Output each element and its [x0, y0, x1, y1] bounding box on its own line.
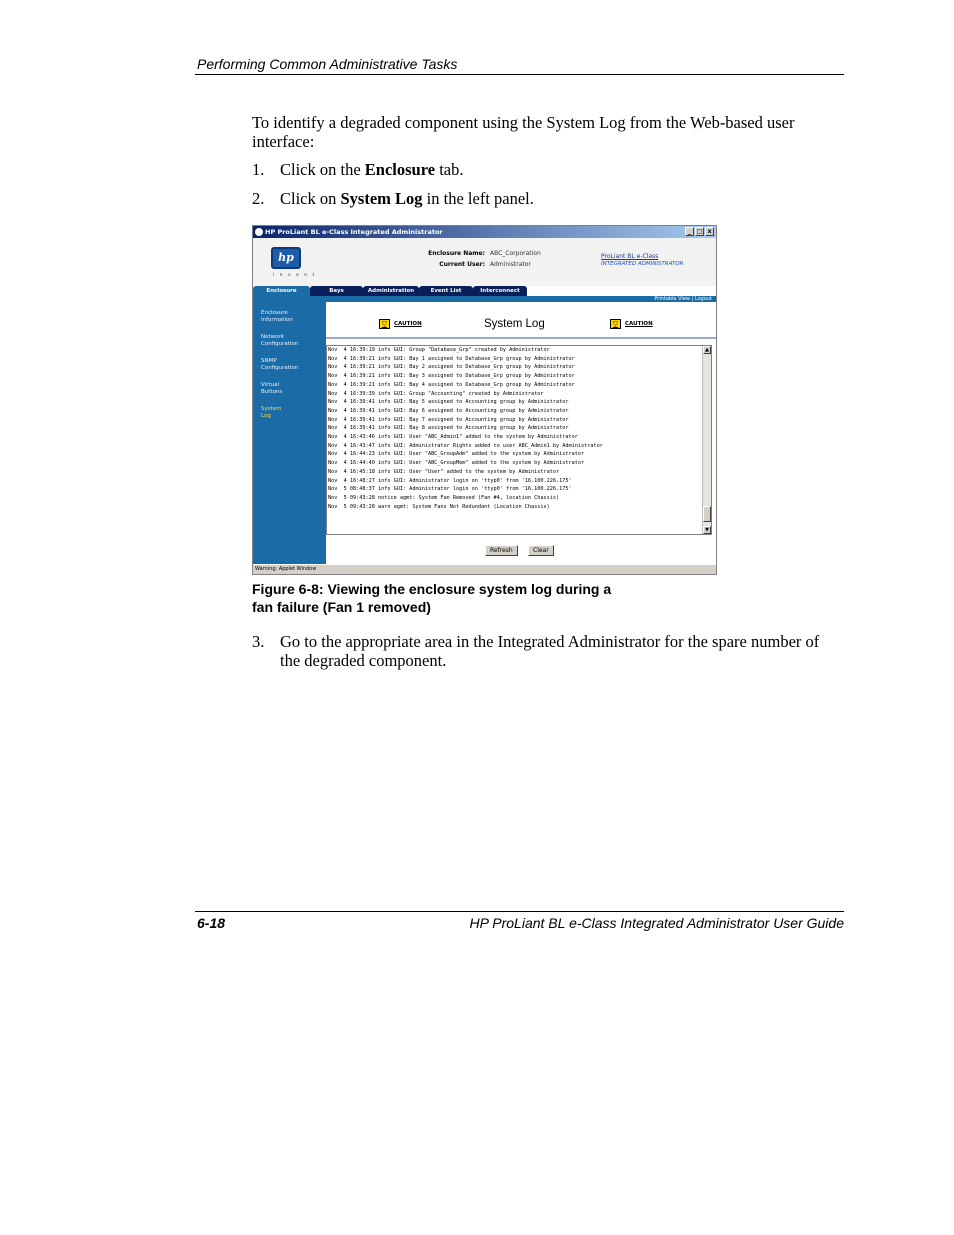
system-log-textarea[interactable] — [326, 345, 712, 535]
maximize-button[interactable]: □ — [696, 228, 703, 235]
step-2 — [252, 189, 832, 208]
sidebar-item-virtual-buttons[interactable]: Virtual Buttons — [261, 382, 283, 395]
log-line: Nov 5 08:48:37 info GUI: Administrator login on 'ttyp0' from '16.100.226.175' — [328, 486, 572, 493]
current-user-label: Current User: — [439, 261, 485, 268]
log-line: Nov 4 16:39:21 info GUI: Bay 1 assigned to Database_Grp group by Administrator — [328, 355, 575, 362]
window-titlebar — [253, 226, 716, 238]
tab-enclosure[interactable]: Enclosure — [253, 286, 310, 296]
enclosure-name-value: ABC_Corporation — [490, 250, 541, 257]
browser-icon — [255, 228, 263, 236]
logo-tagline: i n v e n t — [273, 273, 317, 278]
log-line: Nov 4 16:39:41 info GUI: Bay 7 assigned to Accounting group by Administrator — [328, 416, 569, 423]
tab-interconnect[interactable]: Interconnect — [473, 286, 527, 296]
sidebar-item-network-configuration[interactable]: Network Configuration — [261, 334, 299, 347]
caution-right — [610, 319, 653, 329]
step-text: Click on — [280, 189, 341, 208]
intro-paragraph: To identify a degraded component using the System Log from the Web-based user interface: — [252, 113, 795, 151]
log-line: Nov 4 16:48:27 info GUI: Administrator login on 'ttyp0' from '16.100.226.175' — [328, 477, 572, 484]
log-line: Nov 5 09:43:28 warn agmt: System Fans Not Redundant (Location Chassis) — [328, 503, 550, 510]
caution-left — [379, 319, 422, 329]
footer-title: HP ProLiant BL e-Class Integrated Administrator User Guide — [469, 915, 844, 931]
step-number: 2. — [252, 189, 265, 208]
step-1 — [252, 160, 832, 179]
sidebar-item-snmp-configuration[interactable]: SNMP Configuration — [261, 358, 299, 371]
caption-line-2: fan failure (Fan 1 removed) — [252, 599, 431, 615]
brand-line-1: ProLiant BL e-Class — [601, 253, 659, 260]
clear-button[interactable]: Clear — [528, 545, 554, 556]
running-head: Performing Common Administrative Tasks — [197, 56, 458, 72]
hp-logo-icon: hp — [271, 247, 301, 269]
page-number: 6-18 — [197, 915, 226, 931]
step-bold: Enclosure — [364, 160, 436, 179]
log-line: Nov 4 16:43:47 info GUI: Administrator Rights added to user ABC_Admin1 by Administrator — [328, 442, 603, 449]
log-scrollbar[interactable] — [702, 346, 711, 534]
log-line: Nov 4 16:39:19 info GUI: Group "Database_Grp" created by Administrator — [328, 347, 550, 353]
sidebar — [253, 302, 326, 564]
step-text-end: tab. — [435, 160, 464, 179]
scroll-down-arrow-icon[interactable]: ▼ — [703, 526, 711, 534]
log-line: Nov 4 16:39:41 info GUI: Bay 8 assigned to Accounting group by Administrator — [328, 425, 569, 432]
sidebar-item-enclosure-information[interactable]: Enclosure Information — [261, 310, 293, 323]
tab-bar — [253, 286, 716, 296]
log-line: Nov 5 09:43:28 notice agmt: System Fan Removed (Fan #4, location Chassis) — [328, 494, 560, 501]
page-title: System Log — [484, 318, 545, 330]
status-bar: Warning: Applet Window — [253, 564, 716, 574]
step-bold: System Log — [340, 189, 423, 208]
log-line: Nov 4 16:39:21 info GUI: Bay 2 assigned to Database_Grp group by Administrator — [328, 364, 575, 371]
screenshot-window — [252, 225, 717, 575]
title-rule — [326, 337, 716, 339]
window-title: HP ProLiant BL e-Class Integrated Administrator — [265, 228, 443, 236]
tab-administration[interactable]: Administration — [363, 286, 419, 296]
log-line: Nov 4 16:45:18 info GUI: User "User" added to the system by Administrator — [328, 468, 560, 475]
header-rule — [195, 74, 844, 75]
warning-icon: ▽ — [379, 319, 390, 329]
log-line: Nov 4 16:39:41 info GUI: Bay 5 assigned to Accounting group by Administrator — [328, 399, 569, 406]
refresh-button[interactable]: Refresh — [485, 545, 518, 556]
step-3 — [252, 632, 832, 670]
minimize-button[interactable]: _ — [685, 227, 694, 236]
step-text-end: in the left panel. — [422, 189, 534, 208]
brand-line-2: INTEGRATED ADMINISTRATOR — [601, 261, 684, 267]
scroll-thumb[interactable] — [703, 506, 711, 522]
warning-icon: ▽ — [610, 319, 621, 329]
sidebar-item-system-log[interactable]: System Log — [261, 406, 282, 419]
log-line: Nov 4 16:39:21 info GUI: Bay 4 assigned to Database_Grp group by Administrator — [328, 381, 575, 388]
log-line: Nov 4 16:44:40 info GUI: User "ABC_GroupMem" added to the system by Administrator — [328, 460, 585, 467]
log-line: Nov 4 16:44:23 info GUI: User "ABC_GroupAdm" added to the system by Administrator — [328, 451, 585, 458]
caution-label[interactable]: CAUTION — [394, 321, 422, 327]
current-user-value: Administrator — [490, 261, 531, 268]
log-line: Nov 4 16:39:41 info GUI: Bay 6 assigned to Accounting group by Administrator — [328, 407, 569, 414]
step-text: Go to the appropriate area in the Integrated Administrator for the spare number of the degraded component. — [280, 632, 820, 670]
figure-caption — [252, 580, 611, 616]
enclosure-name-label: Enclosure Name: — [428, 250, 485, 257]
main-panel — [326, 302, 716, 564]
printable-view-logout-links[interactable]: Printable View | Logout — [654, 296, 712, 302]
caption-line-1: Figure 6-8: Viewing the enclosure system log during a — [252, 581, 612, 597]
scroll-up-arrow-icon[interactable]: ▲ — [703, 346, 711, 354]
log-lines — [327, 346, 711, 511]
tab-event-list[interactable]: Event List — [419, 286, 473, 296]
app-header — [253, 238, 716, 286]
caution-label[interactable]: CAUTION — [625, 321, 653, 327]
step-text: Click on the — [280, 160, 365, 179]
log-line: Nov 4 16:39:39 info GUI: Group "Accounting" created by Administrator — [328, 390, 544, 397]
close-button[interactable]: x — [705, 227, 714, 236]
tab-bays[interactable]: Bays — [310, 286, 363, 296]
log-line: Nov 4 16:39:21 info GUI: Bay 3 assigned to Database_Grp group by Administrator — [328, 373, 575, 380]
footer-rule — [195, 911, 844, 912]
step-number: 1. — [252, 160, 265, 179]
step-number: 3. — [252, 632, 265, 651]
log-line: Nov 4 16:43:46 info GUI: User "ABC_Admin1" added to the system by Administrator — [328, 434, 578, 441]
